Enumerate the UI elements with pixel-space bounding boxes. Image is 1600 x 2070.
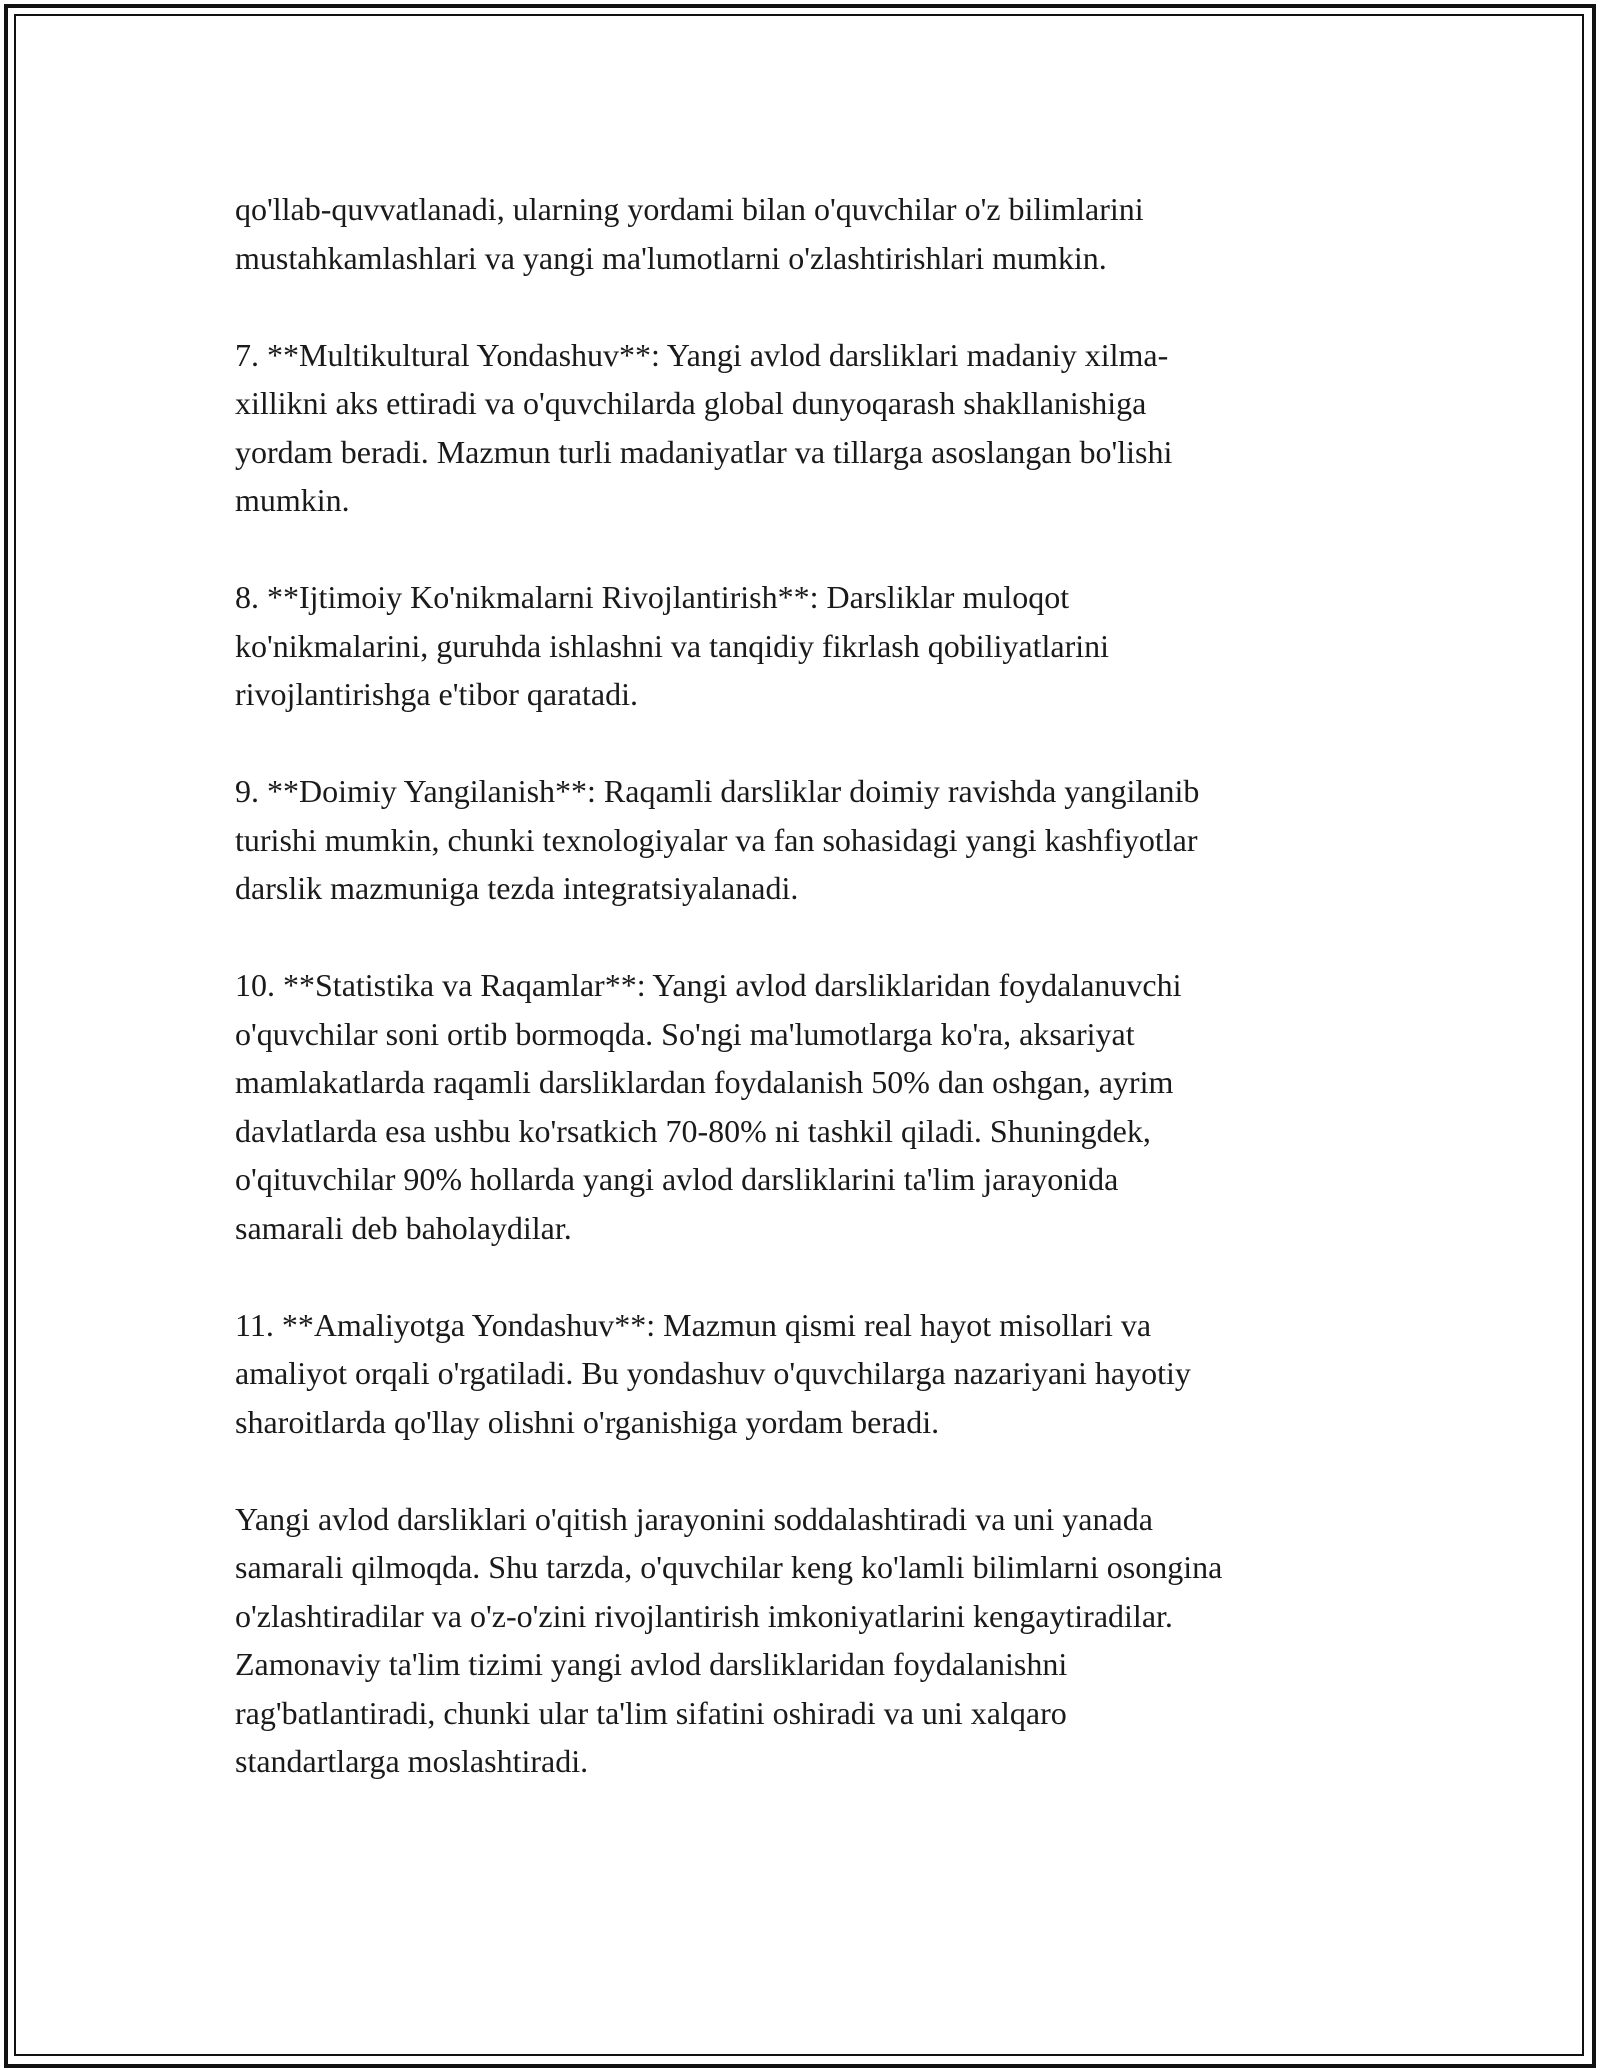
document-body [235,185,1385,1834]
paragraph-item-8: 8. **Ijtimoiy Ko'nikmalarni Rivojlantirish**: Darsliklar muloqot ko'nikmalarini, guruhda ishlashni va tanqidiy fikrlash qobiliyatlarini rivojlantirishga e'tibor qaratadi. [235,579,1110,712]
paragraph-item-11: 11. **Amaliyotga Yondashuv**: Mazmun qismi real hayot misollari va amaliyot orqali o'rgatiladi. Bu yondashuv o'quvchilarga nazariyani hayotiy sharoitlarda qo'llay olishni o'rganishiga yordam beradi. [235,1306,1191,1440]
paragraph-continuation: qo'llab-quvvatlanadi, ularning yordami bilan o'quvchilar o'z bilimlarini mustahkamlashlari va yangi ma'lumotlarni o'zlashtirishlari mumkin. [235,191,1144,276]
paragraph-item-9: 9. **Doimiy Yangilanish**: Raqamli darsliklar doimiy ravishda yangilanib turishi mumkin, chunki texnologiyalar va fan sohasidagi yangi kashfiyotlar darslik mazmuniga tezda integratsiyalanadi. [235,773,1200,906]
paragraph-item-10: 10. **Statistika va Raqamlar**: Yangi avlod darsliklaridan foydalanuvchi o'quvchilar soni ortib bormoqda. So'ngi ma'lumotlarga ko'ra, aksariyat mamlakatlarda raqamli darsliklardan foydalanish 50% dan oshgan, ayrim davlatlarda esa ushbu ko'rsatkich 70-80% ni tashkil qiladi. Shuningdek, o'qituvchilar 90% hollarda yangi avlod darsliklarini ta'lim jarayonida samarali deb baholaydilar. [235,967,1182,1246]
paragraph-conclusion: Yangi avlod darsliklari o'qitish jarayonini soddalashtiradi va uni yanada samarali qilmoqda. Shu tarzda, o'quvchilar keng ko'lamli bilimlarni osongina o'zlashtiradilar va o'z-o'zini rivojlantirish imkoniyatlarini kengaytiradilar. Zamonaviy ta'lim tizimi yangi avlod darsliklaridan foydalanishni rag'batlantiradi, chunki ular ta'lim sifatini oshiradi va uni xalqaro standartlarga moslashtiradi. [235,1500,1223,1779]
paragraph-item-7: 7. **Multikultural Yondashuv**: Yangi avlod darsliklari madaniy xilma- xillikni aks ettiradi va o'quvchilarda global dunyoqarash shakllanishiga yordam beradi. Mazmun turli madaniyatlar va tillarga asoslangan bo'lishi mumkin. [235,336,1173,518]
